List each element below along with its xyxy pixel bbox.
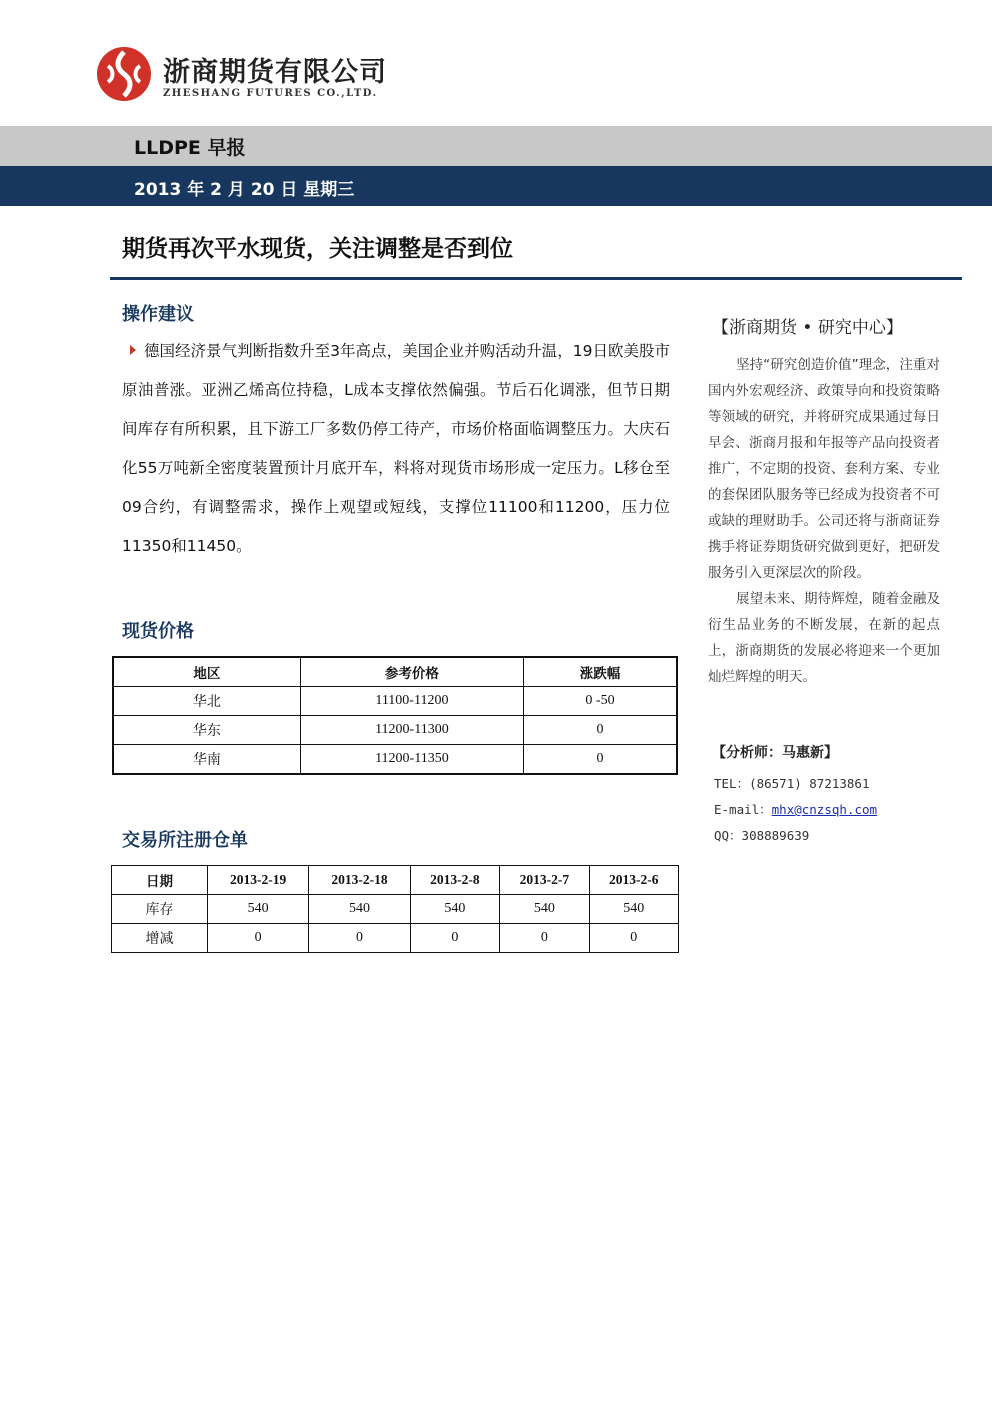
company-name-en: ZHESHANG FUTURES CO.,LTD. — [163, 88, 378, 99]
table-cell: 华北 — [113, 687, 300, 716]
table-cell: 库存 — [112, 895, 208, 924]
advice-text: 德国经济景气判断指数升至3年高点，美国企业并购活动升温，19日欧美股市原油普涨。亚洲乙烯高位持稳，L成本支撑依然偏强。节后石化调涨，但节日期间库存有所积累，且下游工厂多数仍停工待产，市场价格面临调整压力。大庆石化55万吨新全密度装置预计月底开车，料将对现货市场形成一定压力。L移仓至09合约，有调整需求，操作上观望或短线，支撑位11100和11200，压力位11350和11450。 — [122, 342, 670, 555]
table-row — [112, 924, 679, 953]
table-cell: 0 — [500, 924, 589, 953]
report-type-band — [0, 126, 992, 166]
column-header: 2013-2-19 — [208, 866, 309, 895]
research-center-para: 展望未来、期待辉煌，随着金融及衍生品业务的不断发展，在新的起点上，浙商期货的发展必将迎来一个更加灿烂辉煌的明天。 — [708, 591, 940, 685]
table-cell: 11100-11200 — [300, 687, 523, 716]
column-header: 2013-2-8 — [410, 866, 499, 895]
spot-price-table — [112, 656, 678, 775]
table-cell: 0 — [309, 924, 410, 953]
column-header: 2013-2-6 — [589, 866, 678, 895]
table-cell: 0 -50 — [524, 687, 677, 716]
contact-email — [714, 800, 877, 818]
table-row — [113, 716, 677, 745]
title-divider — [110, 277, 962, 280]
research-center-para: 坚持“研究创造价值”理念，注重对国内外宏观经济、政策导向和投资策略等领域的研究，并将研究成果通过每日早会、浙商月报和年报等产品向投资者推广，不定期的投资、套利方案、专业的套保团队服务等已经成为投资者不可或缺的理财助手。公司还将与浙商证券携手将证券期货研究做到更好，把研发服务引入更深层次的阶段。 — [708, 357, 940, 581]
contact-qq: QQ：308889639 — [714, 828, 810, 843]
company-name-cn: 浙商期货有限公司 — [163, 57, 387, 88]
table-cell: 增减 — [112, 924, 208, 953]
table-cell: 0 — [410, 924, 499, 953]
table-cell: 540 — [208, 895, 309, 924]
table-cell: 11200-11300 — [300, 716, 523, 745]
table-row — [113, 687, 677, 716]
table-cell: 540 — [309, 895, 410, 924]
page-title: 期货再次平水现货，关注调整是否到位 — [122, 236, 513, 262]
table-cell: 540 — [589, 895, 678, 924]
column-header: 参考价格 — [300, 657, 523, 687]
table-cell: 华东 — [113, 716, 300, 745]
research-center-body — [708, 352, 940, 690]
warrant-table — [111, 865, 679, 953]
report-date: 2013 年 2 月 20 日 星期三 — [134, 180, 355, 200]
table-cell: 0 — [524, 716, 677, 745]
column-header: 日期 — [112, 866, 208, 895]
column-header: 2013-2-18 — [309, 866, 410, 895]
table-row — [113, 745, 677, 775]
column-header: 地区 — [113, 657, 300, 687]
column-header: 2013-2-7 — [500, 866, 589, 895]
table-cell: 11200-11350 — [300, 745, 523, 775]
warrant-title: 交易所注册仓单 — [122, 830, 248, 851]
table-cell: 0 — [524, 745, 677, 775]
table-row — [112, 895, 679, 924]
table-header-row — [112, 866, 679, 895]
table-cell: 540 — [500, 895, 589, 924]
table-cell: 华南 — [113, 745, 300, 775]
contact-tel: TEL：(86571) 87213861 — [714, 776, 870, 791]
table-cell: 540 — [410, 895, 499, 924]
analyst-name: 【分析师：马惠新】 — [712, 745, 838, 761]
advice-paragraph — [122, 332, 670, 566]
email-label: E-mail： — [714, 802, 772, 817]
spot-price-title: 现货价格 — [122, 621, 194, 642]
table-header-row — [113, 657, 677, 687]
company-logo-icon — [96, 46, 152, 102]
date-band — [0, 166, 992, 206]
research-center-title: 【浙商期货 • 研究中心】 — [712, 318, 903, 338]
column-header: 涨跌幅 — [524, 657, 677, 687]
bullet-arrow-icon — [130, 345, 136, 355]
table-cell: 0 — [208, 924, 309, 953]
table-cell: 0 — [589, 924, 678, 953]
report-type: LLDPE 早报 — [134, 137, 246, 159]
advice-title: 操作建议 — [122, 304, 194, 325]
email-link[interactable]: mhx@cnzsqh.com — [771, 802, 878, 817]
